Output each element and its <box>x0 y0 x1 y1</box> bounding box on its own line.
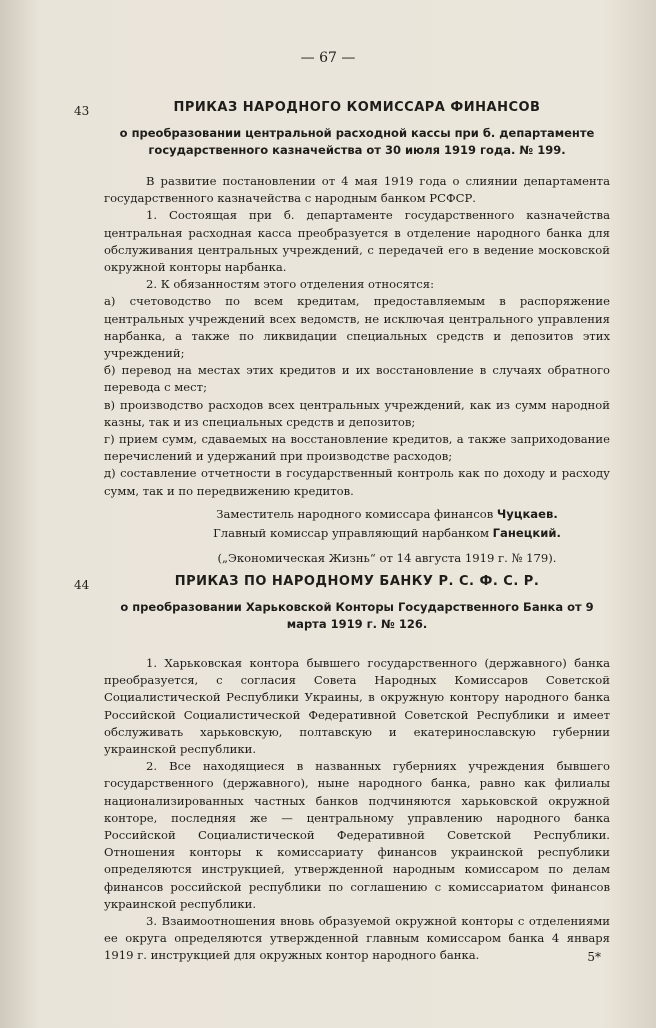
order-43-source: („Экономическая Жизнь“ от 14 августа 1919 г. № 179). <box>217 551 557 566</box>
order-43-body <box>104 173 610 567</box>
order-44-paragraph-2: 2. Все находящиеся в названных губерниях учреждения бывшего государственного (державного), ныне народного банка, равно как филиалы национализированных частных банков подчиняются харьковской окружной конторе, последняя же — центральному управлению народного банка Российской Социалистической Федеративной Советской Республики. Отношения конторы к комиссариату финансов украинской республики определяются инструкцией, утвержденной народным комиссаром по делам финансов российской республики по соглашению с комиссариатом финансов украинской республики. <box>104 759 610 911</box>
order-44-body <box>104 655 610 965</box>
signature-1 <box>104 506 610 523</box>
page-number: — 67 — <box>300 50 356 66</box>
signature-2-name: Ганецкий. <box>492 526 561 541</box>
order-43-paragraph-2: 2. К обязанностям этого отделения относятся: <box>146 277 435 292</box>
document-number-44: 44 <box>74 578 90 592</box>
order-44-subtitle: о преобразовании Харьковской Конторы Государственного Банка от 9 марта 1919 г. № 126. <box>120 600 594 631</box>
order-43-item-g: г) прием сумм, сдаваемых на восстановление кредитов, а также заприходование перечислений и удержаний при производстве расходов; <box>104 432 610 464</box>
order-43-item-a: а) счетоводство по всем кредитам, предоставляемым в распоряжение центральных учреждений всех ведомств, не исключая центрального управления нарбанка, а также по ликвидации специальных средств и депозитов этих учреждений; <box>104 294 610 361</box>
order-44-title: ПРИКАЗ ПО НАРОДНОМУ БАНКУ Р. С. Ф. С. Р. <box>174 574 540 589</box>
order-43 <box>104 100 610 567</box>
order-43-paragraph-1: 1. Состоящая при б. департаменте государственного казначейства центральная расходная касса преобразуется в отделение народного банка для обслуживания центральных учреждений, с передачей его в ведение московской окружной конторы нарбанка. <box>104 208 610 275</box>
order-44 <box>104 574 610 965</box>
order-43-intro: В развитие постановлении от 4 мая 1919 года о слиянии департамента государственного казначейства с народным банком РСФСР. <box>104 174 610 206</box>
signature-1-role: Заместитель народного комиссара финансов <box>216 506 494 521</box>
order-44-paragraph-1: 1. Харьковская контора бывшего государственного (державного) банка преобразуется, с согласия Совета Народных Комиссаров Советской Социалистической Республики Украины, в окружную контору народного банка Российской Социалистической Федеративной Советской Республики и имеет обслуживать харьковскую, полтавскую и екатеринославскую губернии украинской республики. <box>104 656 610 757</box>
signature-mark: 5* <box>587 950 601 964</box>
document-number-43: 43 <box>74 104 90 118</box>
order-43-item-d: д) составление отчетности в государственный контроль как по доходу и расходу сумм, так и по передвижению кредитов. <box>104 466 610 498</box>
order-43-item-b: б) перевод на местах этих кредитов и их восстановление в случаях обратного перевода с мест; <box>104 363 610 395</box>
order-44-paragraph-3: 3. Взаимоотношения вновь образуемой окружной конторы с отделениями ее округа определяются утвержденной главным комиссаром банка 4 января 1919 г. инструкцией для окружных контор народного банка. <box>104 914 610 963</box>
order-43-subtitle: о преобразовании центральной расходной кассы при б. департаменте государственного казначейства от 30 июля 1919 года. № 199. <box>119 126 595 157</box>
signature-2 <box>104 525 610 542</box>
order-43-item-v: в) производство расходов всех центральных учреждений, как из сумм народной казны, так и из специальных средств и депозитов; <box>104 397 610 429</box>
signature-1-name: Чуцкаев. <box>496 506 558 521</box>
order-43-title: ПРИКАЗ НАРОДНОГО КОМИССАРА ФИНАНСОВ <box>173 100 541 115</box>
signature-2-role: Главный комиссар управляющий нарбанком <box>213 526 489 541</box>
